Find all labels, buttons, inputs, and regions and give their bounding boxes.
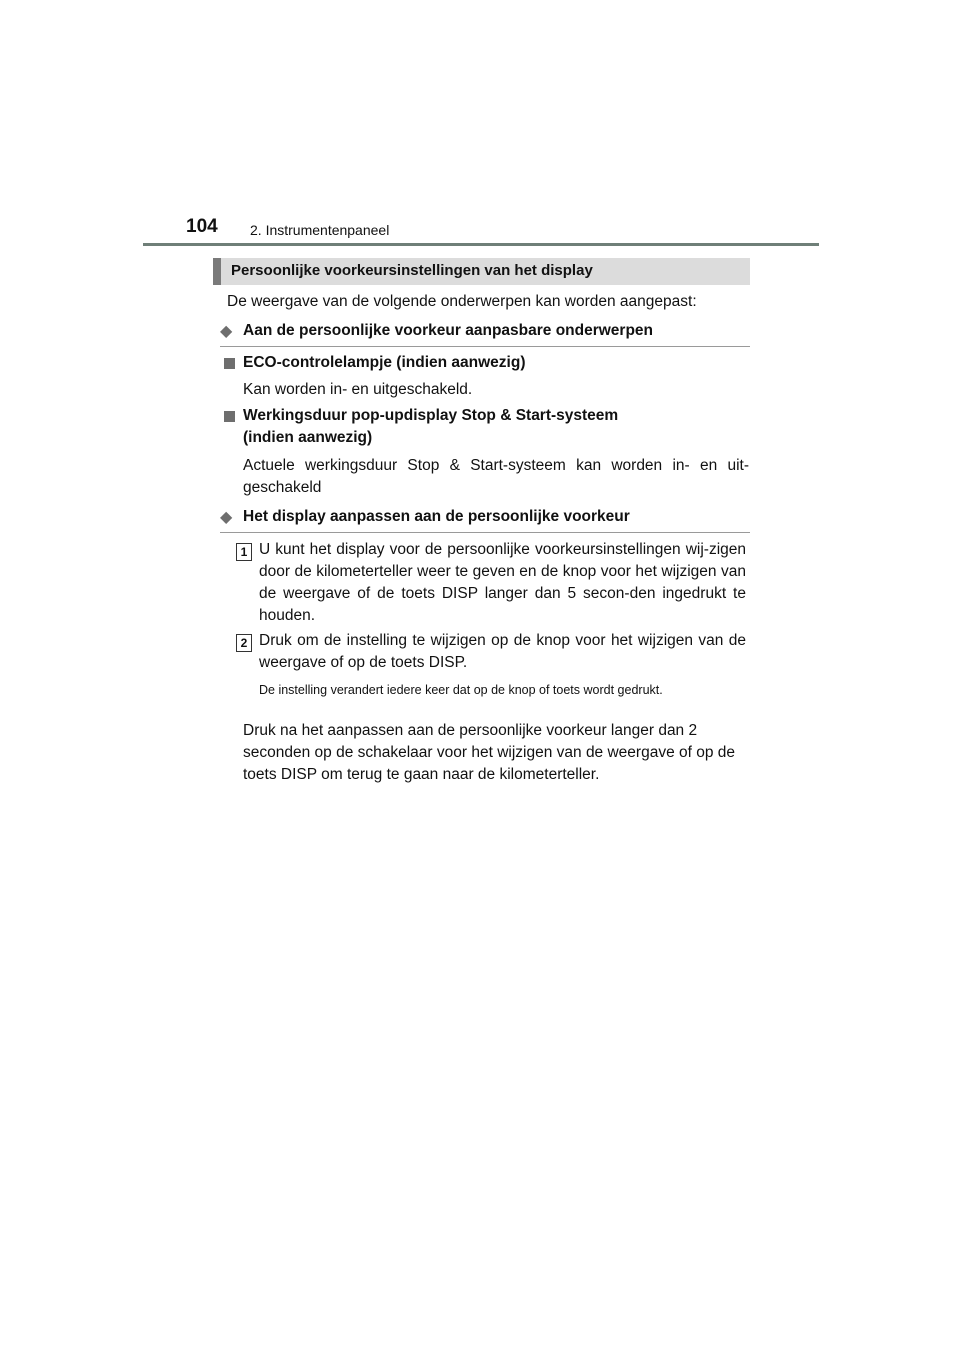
closing-text: Druk na het aanpassen aan de persoonlijke voorkeur langer dan 2 seconden op de schakelaar voor het wijzigen van de weergave of op de toets DISP om terug te gaan naar de kilometerteller. bbox=[243, 722, 736, 783]
section-title: Persoonlijke voorkeursinstellingen van het display bbox=[231, 262, 593, 279]
subheading-customize-display bbox=[220, 506, 750, 533]
item-label: ECO-controlelampje (indien aanwezig) bbox=[243, 354, 526, 371]
square-bullet-icon bbox=[224, 358, 235, 369]
subheading-label: Het display aanpassen aan de persoonlijke voorkeur bbox=[243, 508, 630, 525]
section-banner bbox=[213, 258, 750, 285]
page-header bbox=[186, 216, 826, 246]
diamond-icon: ◆ bbox=[220, 323, 233, 340]
item-description: Actuele werkingsduur Stop & Start-systeem kan worden in- en uit-geschakeld bbox=[243, 457, 749, 496]
step-note: De instelling verandert iedere keer dat op de knop of toets wordt gedrukt. bbox=[259, 683, 663, 697]
step-number-1: 1 bbox=[236, 543, 252, 561]
item-label-line1: Werkingsduur pop-updisplay Stop & Start-systeem bbox=[243, 407, 619, 424]
square-bullet-icon bbox=[224, 411, 235, 422]
step-text-1: U kunt het display voor de persoonlijke voorkeursinstellingen wij-zigen door de kilometerteller weer te geven en de knop voor het wijzigen van de weergave of de toets DISP langer dan 5 secon-den ingedrukt te houden. bbox=[259, 541, 746, 624]
diamond-icon: ◆ bbox=[220, 509, 233, 526]
header-rule bbox=[143, 243, 819, 246]
item-label-line2: (indien aanwezig) bbox=[243, 429, 373, 446]
intro-text: De weergave van de volgende onderwerpen kan worden aangepast: bbox=[227, 293, 697, 310]
item-description: Kan worden in- en uitgeschakeld. bbox=[243, 381, 473, 398]
chapter-title: 2. Instrumentenpaneel bbox=[250, 222, 390, 238]
page-number: 104 bbox=[186, 216, 218, 237]
subheading-label: Aan de persoonlijke voorkeur aanpasbare onderwerpen bbox=[243, 322, 654, 339]
subheading-customizable-items bbox=[220, 320, 750, 347]
step-text-2: Druk om de instelling te wijzigen op de knop voor het wijzigen van de weergave of op de toets DISP. bbox=[259, 632, 746, 671]
step-number-2: 2 bbox=[236, 634, 252, 652]
